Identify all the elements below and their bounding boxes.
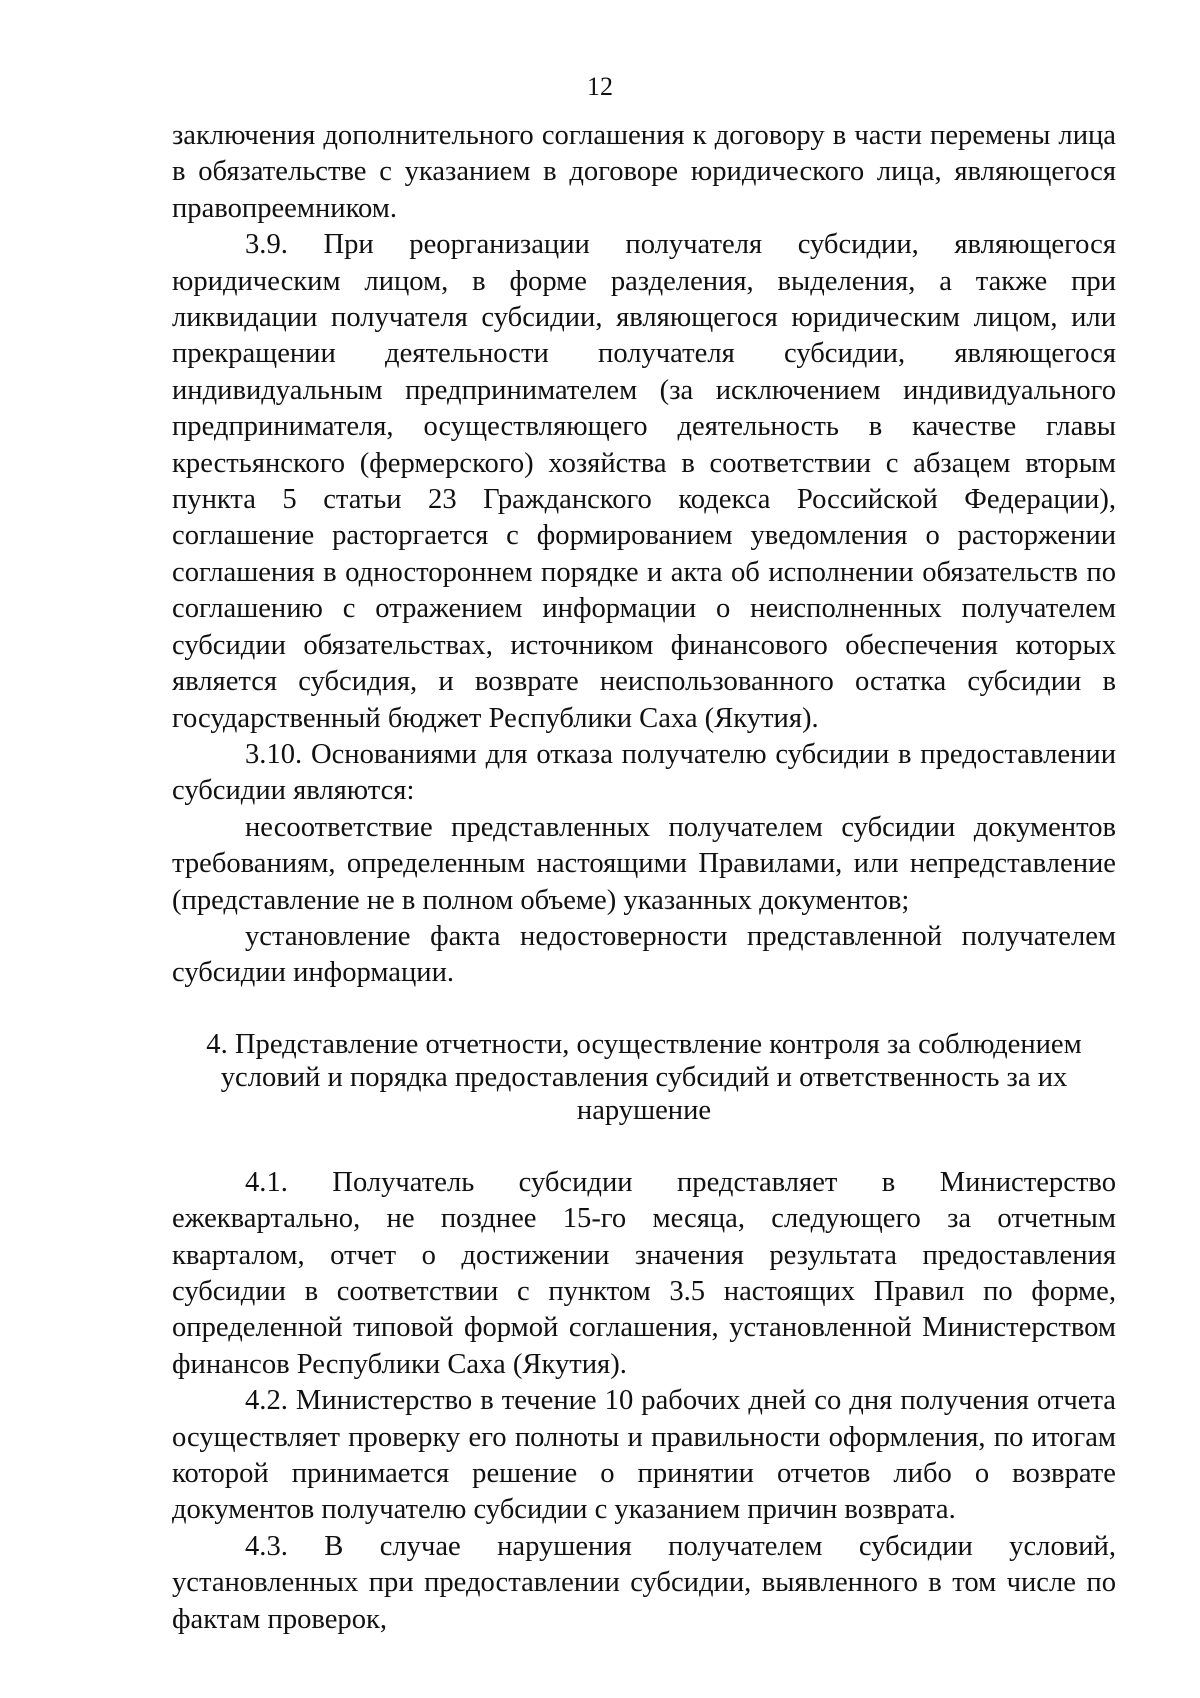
- paragraph-4-3: 4.3. В случае нарушения получателем субсидии условий, установленных при предоставлении субсидии, выявленного в том числе по фактам проверок,: [172, 1530, 1116, 1635]
- paragraph-4-2: 4.2. Министерство в течение 10 рабочих дней со дня получения отчета осуществляет проверку его полноты и правильности оформления, по итогам которой принимается решение о принятии отчетов либо о возврате документов получателю субсидии с указанием причин возврата.: [172, 1385, 1116, 1526]
- document-body: [172, 118, 1116, 1638]
- paragraph-continuation: заключения дополнительного соглашения к договору в части перемены лица в обязательстве с указанием в договоре юридического лица, являющегося правопреемником.: [172, 120, 1116, 224]
- section-heading-line-2: условий и порядка предоставления субсидий и ответственность за их: [220, 1061, 1068, 1093]
- section-heading-line-3: нарушение: [576, 1094, 712, 1126]
- page-number: 12: [587, 72, 613, 101]
- paragraph-3-10-item-2: установление факта недостоверности представленной получателем субсидии информации.: [172, 920, 1116, 989]
- section-heading-line-1: 4. Представление отчетности, осуществление контроля за соблюдением: [206, 1028, 1082, 1060]
- paragraph-3-9: 3.9. При реорганизации получателя субсидии, являющегося юридическим лицом, в форме разделения, выделения, а также при ликвидации получателя субсидии, являющегося юридическим лицом, или прекращении деятельности получателя субсидии, являющегося индивидуальным предпринимателем (за исключением индивидуального предпринимателя, осуществляющего деятельность в качестве главы крестьянского (фермерского) хозяйства в соответствии с абзацем вторым пункта 5 статьи 23 Гражданского кодекса Российской Федерации), соглашение расторгается с формированием уведомления о расторжении соглашения в одностороннем порядке и акта об исполнении обязательств по соглашению с отражением информации о неисполненных получателем субсидии обязательствах, источником финансового обеспечения которых является субсидия, и возврате неиспользованного остатка субсидии в государственный бюджет Республики Саха (Якутия).: [172, 229, 1116, 734]
- paragraph-3-10: 3.10. Основаниями для отказа получателю субсидии в предоставлении субсидии являются:: [172, 738, 1116, 807]
- paragraph-3-10-item-1: несоответствие представленных получателем субсидии документов требованиям, определенным настоящими Правилами, или непредставление (представление не в полном объеме) указанных документов;: [172, 811, 1116, 916]
- paragraph-4-1: 4.1. Получатель субсидии представляет в Министерство ежеквартально, не позднее 15-го месяца, следующего за отчетным кварталом, отчет о достижении значения результата предоставления субсидии в соответствии с пунктом 3.5 настоящих Правил по форме, определенной типовой формой соглашения, установленной Министерством финансов Республики Саха (Якутия).: [172, 1166, 1116, 1380]
- section-4-heading: [172, 1028, 1116, 1127]
